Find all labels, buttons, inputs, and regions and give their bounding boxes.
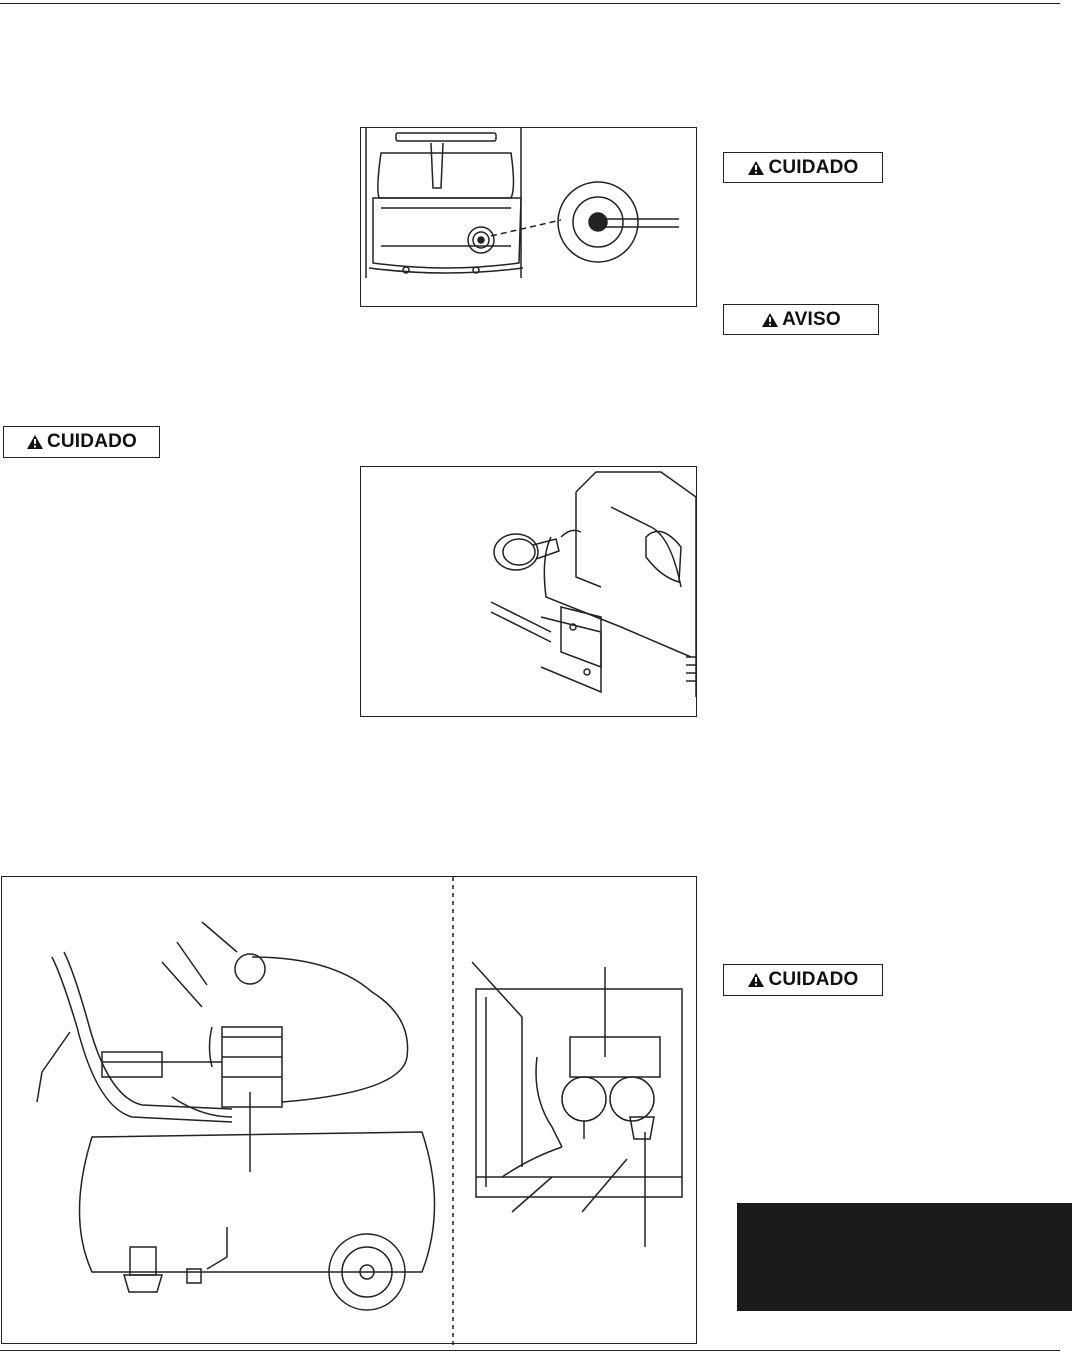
warning-triangle-icon (747, 160, 765, 176)
warning-triangle-icon (747, 972, 765, 988)
caution-badge-right-bottom (723, 964, 883, 996)
caution-badge-left (3, 426, 160, 458)
bottom-rule (0, 1350, 1060, 1351)
black-info-panel (737, 1203, 1072, 1311)
figure-gauge-detail (360, 127, 697, 307)
caution-label: CUIDADO (768, 156, 859, 178)
aviso-badge (723, 304, 879, 335)
caution-badge-right-top (723, 152, 883, 183)
figure-pressure-switch (360, 466, 697, 717)
compressor-overview-drawing (2, 877, 698, 1345)
figure-compressor-overview (1, 876, 697, 1344)
warning-triangle-icon (761, 312, 779, 328)
top-rule (0, 3, 1060, 4)
caution-label: CUIDADO (768, 969, 859, 990)
aviso-label: AVISO (782, 308, 841, 330)
warning-triangle-icon (26, 434, 44, 450)
gauge-detail-drawing (361, 128, 698, 308)
pressure-switch-drawing (361, 467, 698, 718)
caution-label: CUIDADO (46, 431, 138, 452)
